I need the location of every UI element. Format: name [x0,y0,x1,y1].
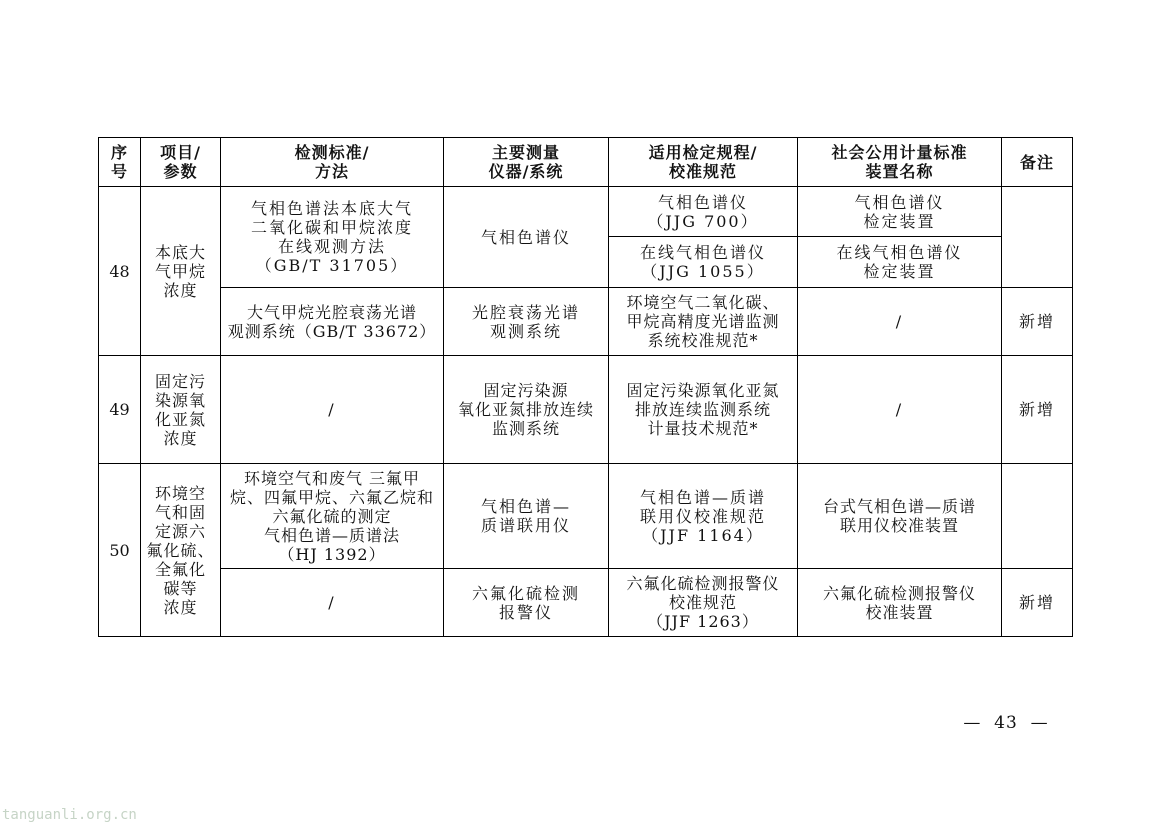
cell-serial-number: 50 [99,464,141,637]
cell-regulation: 环境空气二氧化碳、 甲烷高精度光谱监测 系统校准规范* [609,288,798,356]
cell-test-method: 大气甲烷光腔衰荡光谱 观测系统（GB/T 33672） [221,288,444,356]
cell-standard-device: / [798,288,1002,356]
header-regulation: 适用检定规程/ 校准规范 [609,138,798,187]
table-row [99,569,1073,637]
cell-instrument: 光腔衰荡光谱 观测系统 [444,288,609,356]
cell-instrument: 固定污染源 氧化亚氮排放连续 监测系统 [444,356,609,464]
table-head [99,138,1073,187]
cell-item-parameter: 固定污 染源氧 化亚氮 浓度 [141,356,221,464]
cell-instrument: 气相色谱— 质谱联用仪 [444,464,609,569]
cell-test-method: 气相色谱法本底大气 二氧化碳和甲烷浓度 在线观测方法 （GB/T 31705） [221,187,444,288]
page-number: — 43 — [963,713,1049,733]
cell-standard-device: 六氟化硫检测报警仪 校准装置 [798,569,1002,637]
cell-regulation: 气相色谱仪 （JJG 700） [609,187,798,237]
header-instrument: 主要测量 仪器/系统 [444,138,609,187]
table-row [99,288,1073,356]
header-remark: 备注 [1002,138,1073,187]
cell-serial-number: 49 [99,356,141,464]
cell-remark: 新增 [1002,569,1073,637]
header-item-parameter: 项目/ 参数 [141,138,221,187]
table-row [99,187,1073,237]
metrology-standards-table [98,137,1073,637]
cell-standard-device: 在线气相色谱仪 检定装置 [798,237,1002,288]
header-standard-device: 社会公用计量标准 装置名称 [798,138,1002,187]
header-serial-number: 序 号 [99,138,141,187]
cell-test-method: 环境空气和废气 三氟甲 烷、四氟甲烷、六氟乙烷和 六氟化硫的测定 气相色谱—质谱法 （HJ 1392） [221,464,444,569]
table-row [99,464,1073,569]
table-row [99,356,1073,464]
cell-test-method: / [221,569,444,637]
cell-standard-device: / [798,356,1002,464]
cell-serial-number: 48 [99,187,141,356]
cell-remark: 新增 [1002,288,1073,356]
table-body [99,187,1073,637]
cell-item-parameter: 环境空 气和固 定源六 氟化硫、 全氟化 碳等 浓度 [141,464,221,637]
cell-test-method: / [221,356,444,464]
cell-instrument: 气相色谱仪 [444,187,609,288]
cell-remark [1002,187,1073,288]
table-header-row [99,138,1073,187]
cell-regulation: 固定污染源氧化亚氮 排放连续监测系统 计量技术规范* [609,356,798,464]
cell-standard-device: 台式气相色谱—质谱 联用仪校准装置 [798,464,1002,569]
cell-remark: 新增 [1002,356,1073,464]
cell-regulation: 气相色谱—质谱 联用仪校准规范 （JJF 1164） [609,464,798,569]
cell-regulation: 六氟化硫检测报警仪 校准规范 （JJF 1263） [609,569,798,637]
cell-standard-device: 气相色谱仪 检定装置 [798,187,1002,237]
cell-item-parameter: 本底大 气甲烷 浓度 [141,187,221,356]
cell-remark [1002,464,1073,569]
cell-instrument: 六氟化硫检测 报警仪 [444,569,609,637]
cell-regulation: 在线气相色谱仪 （JJG 1055） [609,237,798,288]
watermark: tanguanli.org.cn [2,807,137,823]
header-test-method: 检测标准/ 方法 [221,138,444,187]
